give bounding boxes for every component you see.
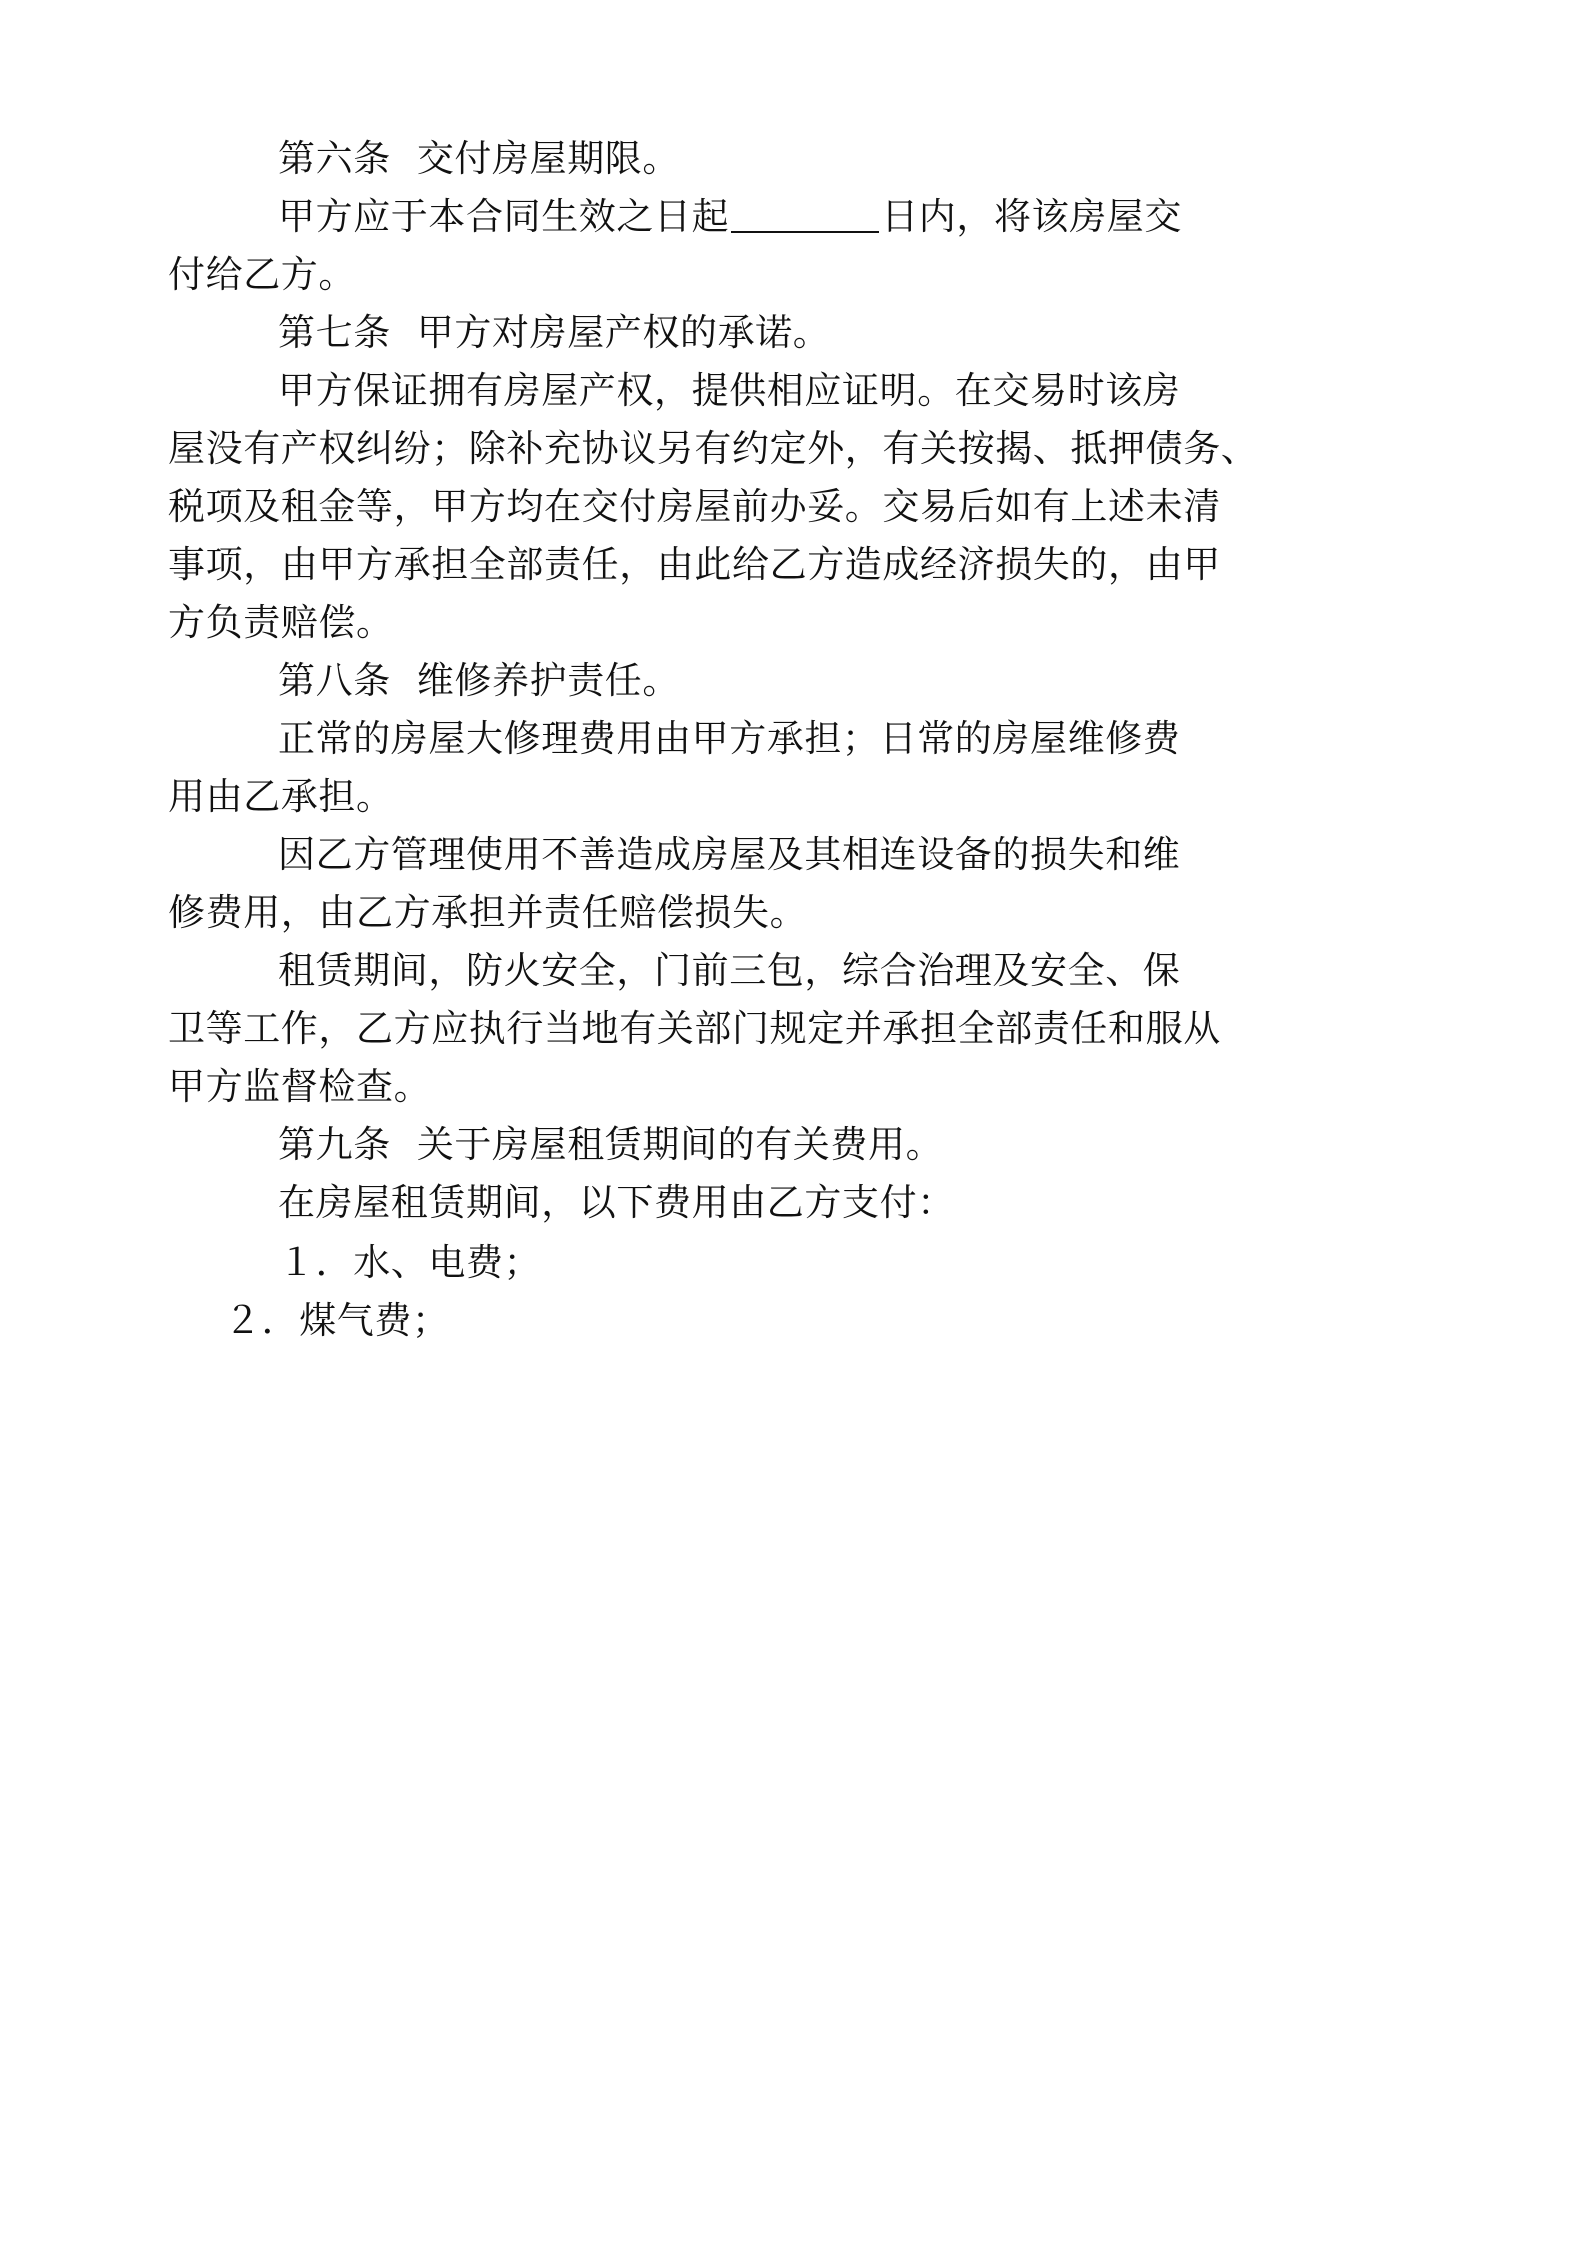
- article-7-number: 第七条: [278, 311, 391, 354]
- article-7-title: 甲方对房屋产权的承诺。: [416, 311, 831, 354]
- article-8-p3-line-3: 甲方监督检查。: [168, 1065, 432, 1108]
- article-9-title: 关于房屋租赁期间的有关费用。: [416, 1123, 944, 1166]
- article-6-text-a: 甲方应于本合同生效之日起: [278, 195, 730, 238]
- article-8-heading: [278, 656, 680, 706]
- article-6-paragraph-line-1: [278, 192, 1182, 242]
- article-6-title: 交付房屋期限。: [416, 137, 681, 180]
- article-7-line-4: 事项，由甲方承担全部责任，由此给乙方造成经济损失的，由甲: [168, 543, 1221, 586]
- article-6-number: 第六条: [278, 137, 391, 180]
- days-blank-field: [731, 193, 879, 233]
- article-6-heading: [278, 134, 680, 184]
- article-8-p1-line-2: 用由乙承担。: [168, 775, 394, 818]
- article-6-text-b: 日内，将该房屋交: [881, 195, 1183, 238]
- article-8-number: 第八条: [278, 659, 391, 702]
- article-9-heading: [278, 1120, 943, 1170]
- article-7-line-2: 屋没有产权纠纷；除补充协议另有约定外，有关按揭、抵押债务、: [168, 427, 1259, 470]
- article-7-heading: [278, 308, 830, 358]
- article-9-intro: 在房屋租赁期间，以下费用由乙方支付：: [278, 1181, 955, 1224]
- fee-list-item-1: １．水、电费；: [278, 1241, 542, 1284]
- article-9-number: 第九条: [278, 1123, 391, 1166]
- article-8-p2-line-1: 因乙方管理使用不善造成房屋及其相连设备的损失和维: [278, 833, 1181, 876]
- article-8-title: 维修养护责任。: [416, 659, 681, 702]
- article-8-p3-line-2: 卫等工作，乙方应执行当地有关部门规定并承担全部责任和服从: [168, 1007, 1221, 1050]
- article-6-paragraph-line-2: 付给乙方。: [168, 253, 356, 296]
- article-8-p1-line-1: 正常的房屋大修理费用由甲方承担；日常的房屋维修费: [278, 717, 1181, 760]
- article-8-p3-line-1: 租赁期间，防火安全，门前三包，综合治理及安全、保: [278, 949, 1181, 992]
- fee-list-item-2: ２．煤气费；: [224, 1299, 450, 1342]
- article-7-line-1: 甲方保证拥有房屋产权，提供相应证明。在交易时该房: [278, 369, 1181, 412]
- article-8-p2-line-2: 修费用，由乙方承担并责任赔偿损失。: [168, 891, 808, 934]
- article-7-line-3: 税项及租金等，甲方均在交付房屋前办妥。交易后如有上述未清: [168, 485, 1221, 528]
- article-7-line-5: 方负责赔偿。: [168, 601, 394, 644]
